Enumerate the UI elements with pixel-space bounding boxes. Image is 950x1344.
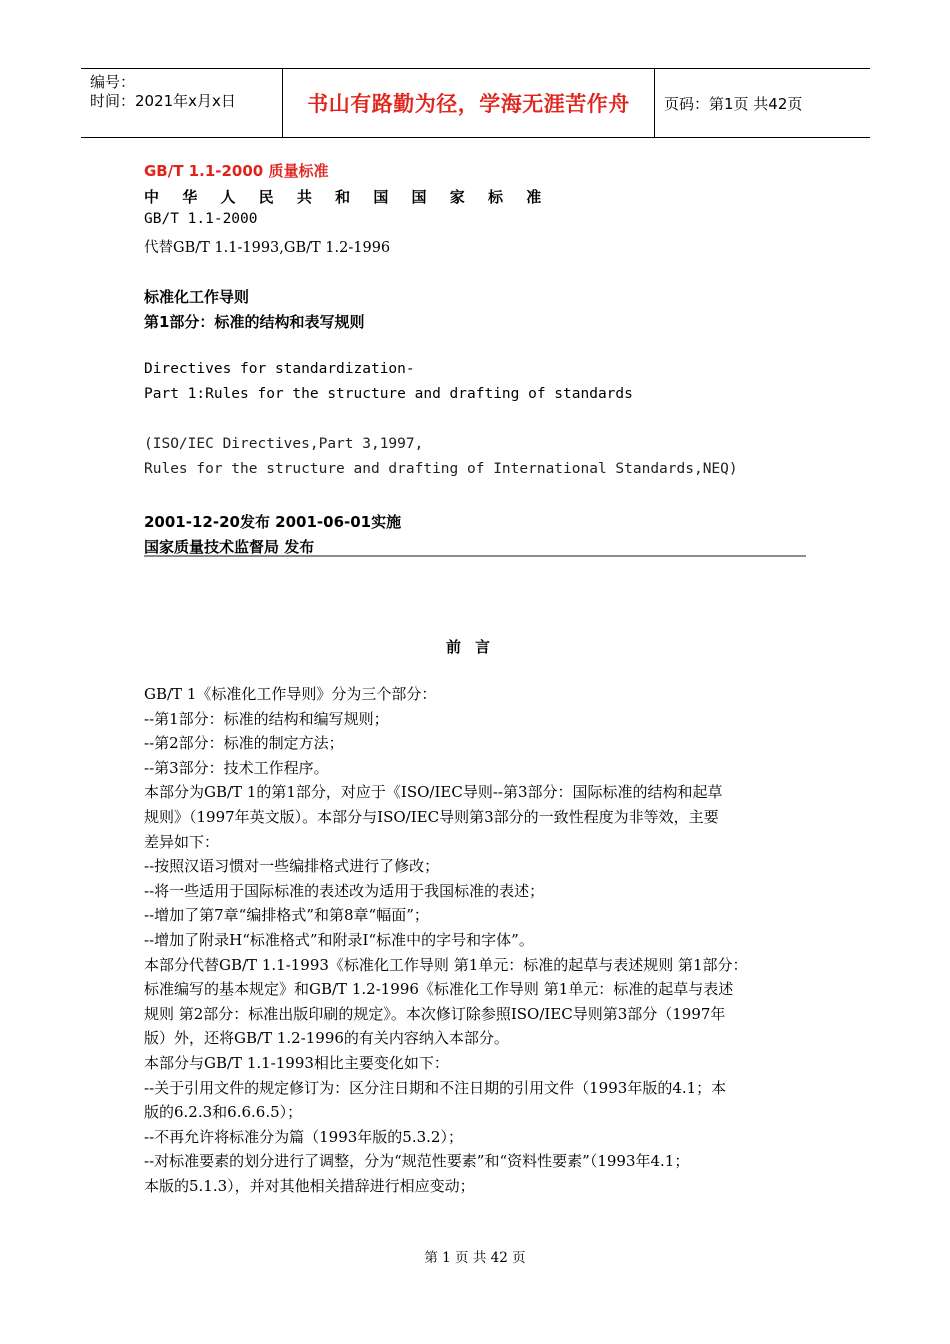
- divider-rule: [144, 555, 806, 557]
- preface-line: --增加了附录H“标准格式”和附录I“标准中的字号和字体”。: [144, 930, 534, 949]
- standard-code: GB/T 1.1-2000: [144, 211, 258, 227]
- reference-line-2: Rules for the structure and drafting of International Standards,NEQ): [144, 461, 738, 477]
- publisher-line: 国家质量技术监督局 发布: [144, 538, 315, 556]
- preface-line: --将一些适用于国际标准的表述改为适用于我国标准的表述；: [144, 881, 545, 900]
- preface-line: 版的6.2.3和6.6.6.5）；: [144, 1103, 303, 1122]
- en-title-line-2: Part 1:Rules for the structure and drafting of standards: [144, 386, 633, 402]
- header-page-info: 页码：第1页 共42页: [664, 94, 803, 113]
- cn-title-line-1: 标准化工作导则: [144, 288, 250, 306]
- preface-line: --第3部分：技术工作程序。: [144, 758, 329, 777]
- date-line: 时间：2021年x月x日: [90, 92, 236, 110]
- header-motto-cell: [283, 69, 655, 137]
- preface-line: --对标准要素的划分进行了调整，分为“规范性要素”和“资料性要素”（1993年4.1；: [144, 1152, 690, 1171]
- preface-line: 本部分与GB/T 1.1-1993相比主要变化如下：: [144, 1053, 449, 1072]
- preface-line: 标准编写的基本规定》和GB/T 1.2-1996《标准化工作导则 第1单元：标准的起草与表述: [144, 980, 734, 999]
- preface-line: --按照汉语习惯对一些编排格式进行了修改；: [144, 857, 440, 876]
- red-title: GB/T 1.1-2000 质量标准: [144, 162, 329, 180]
- en-title-line-1: Directives for standardization-: [144, 361, 415, 377]
- page-footer: 第 1 页 共 42 页: [424, 1250, 526, 1266]
- preface-line: 本部分代替GB/T 1.1-1993《标准化工作导则 第1单元：标准的起草与表述规则 第1部分：: [144, 955, 748, 974]
- header-left-cell: [81, 69, 283, 137]
- preface-line: 规则 第2部分：标准出版印刷的规定》。本次修订除参照ISO/IEC导则第3部分（1997年: [144, 1004, 726, 1023]
- header-page-cell: [655, 69, 870, 137]
- number-label: 编号：: [90, 73, 136, 91]
- reference-line-1: (ISO/IEC Directives,Part 3,1997,: [144, 436, 424, 452]
- motto-text: 书山有路勤为径，学海无涯苦作舟: [307, 92, 630, 116]
- preface-line: --不再允许将标准分为篇（1993年版的5.3.2）；: [144, 1127, 463, 1146]
- preface-line: 本部分为GB/T 1的第1部分，对应于《ISO/IEC导则--第3部分：国际标准的结构和起草: [144, 783, 723, 802]
- preface-line: --关于引用文件的规定修订为：区分注日期和不注日期的引用文件（1993年版的4.1；本: [144, 1078, 727, 1097]
- preface-body: [144, 682, 808, 1198]
- replaces-line: 代替GB/T 1.1-1993,GB/T 1.2-1996: [144, 240, 391, 256]
- preface-line: --增加了第7章“编排格式”和第8章“幅面”；: [144, 906, 429, 925]
- preface-line: 版）外，还将GB/T 1.2-1996的有关内容纳入本部分。: [144, 1029, 509, 1048]
- preface-line: 差异如下：: [144, 832, 220, 851]
- country-standard-heading: 中 华 人 民 共 和 国 国 家 标 准: [144, 188, 551, 206]
- preface-line: GB/T 1《标准化工作导则》分为三个部分：: [144, 685, 437, 703]
- preface-line: --第1部分：标准的结构和编写规则；: [144, 709, 389, 728]
- preface-line: 规则》（1997年英文版）。本部分与ISO/IEC导则第3部分的一致性程度为非等效，主要: [144, 807, 719, 826]
- cn-title-line-2: 第1部分：标准的结构和表写规则: [144, 313, 365, 331]
- preface-line: 本版的5.1.3），并对其他相关措辞进行相应变动；: [144, 1176, 475, 1195]
- preface-title: 前言: [445, 638, 504, 656]
- release-dates: 2001-12-20发布 2001-06-01实施: [144, 513, 402, 531]
- preface-line: --第2部分：标准的制定方法；: [144, 734, 344, 753]
- header-table: [81, 68, 870, 138]
